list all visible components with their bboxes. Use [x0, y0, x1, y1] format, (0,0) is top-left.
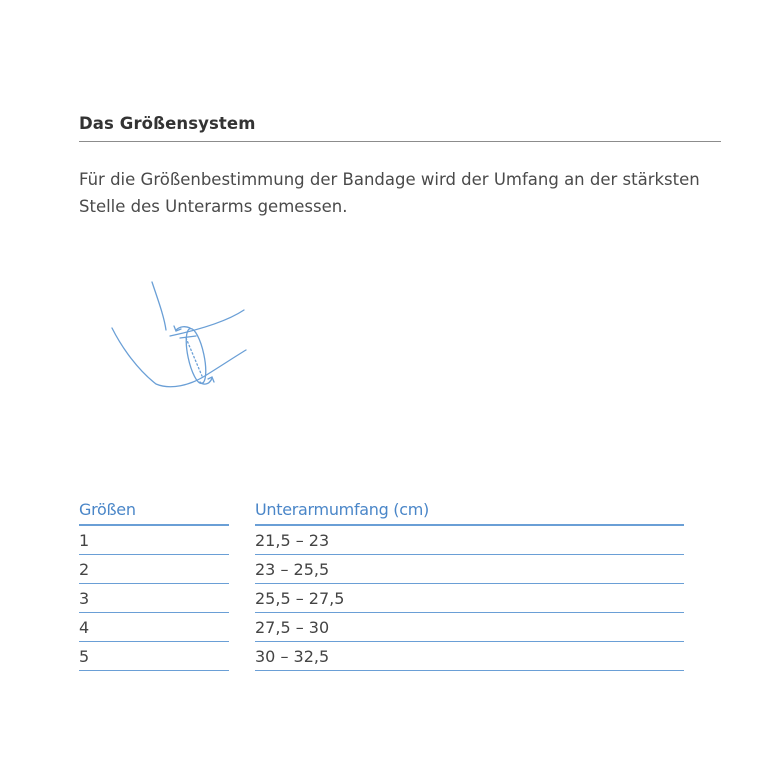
title-divider: [79, 141, 721, 142]
table-row: 1: [79, 526, 229, 555]
forearm-measurement-icon: [108, 278, 258, 408]
table-row: 23 – 25,5: [255, 555, 684, 584]
table-row: 4: [79, 613, 229, 642]
table-row: 3: [79, 584, 229, 613]
forearm-illustration: [108, 278, 258, 412]
table-row: 2: [79, 555, 229, 584]
table-row: 30 – 32,5: [255, 642, 684, 671]
intro-line-2: Stelle des Unterarms gemessen.: [79, 197, 348, 216]
size-column: [79, 498, 229, 671]
table-row: 21,5 – 23: [255, 526, 684, 555]
table-row: 25,5 – 27,5: [255, 584, 684, 613]
intro-text: [79, 166, 739, 220]
circumference-header: Unterarmumfang (cm): [255, 498, 684, 526]
table-row: 27,5 – 30: [255, 613, 684, 642]
size-header: Größen: [79, 498, 229, 526]
circumference-column: [255, 498, 684, 671]
intro-line-1: Für die Größenbestimmung der Bandage wird der Umfang an der stärksten: [79, 170, 700, 189]
section-title: Das Größensystem: [79, 114, 256, 133]
table-row: 5: [79, 642, 229, 671]
